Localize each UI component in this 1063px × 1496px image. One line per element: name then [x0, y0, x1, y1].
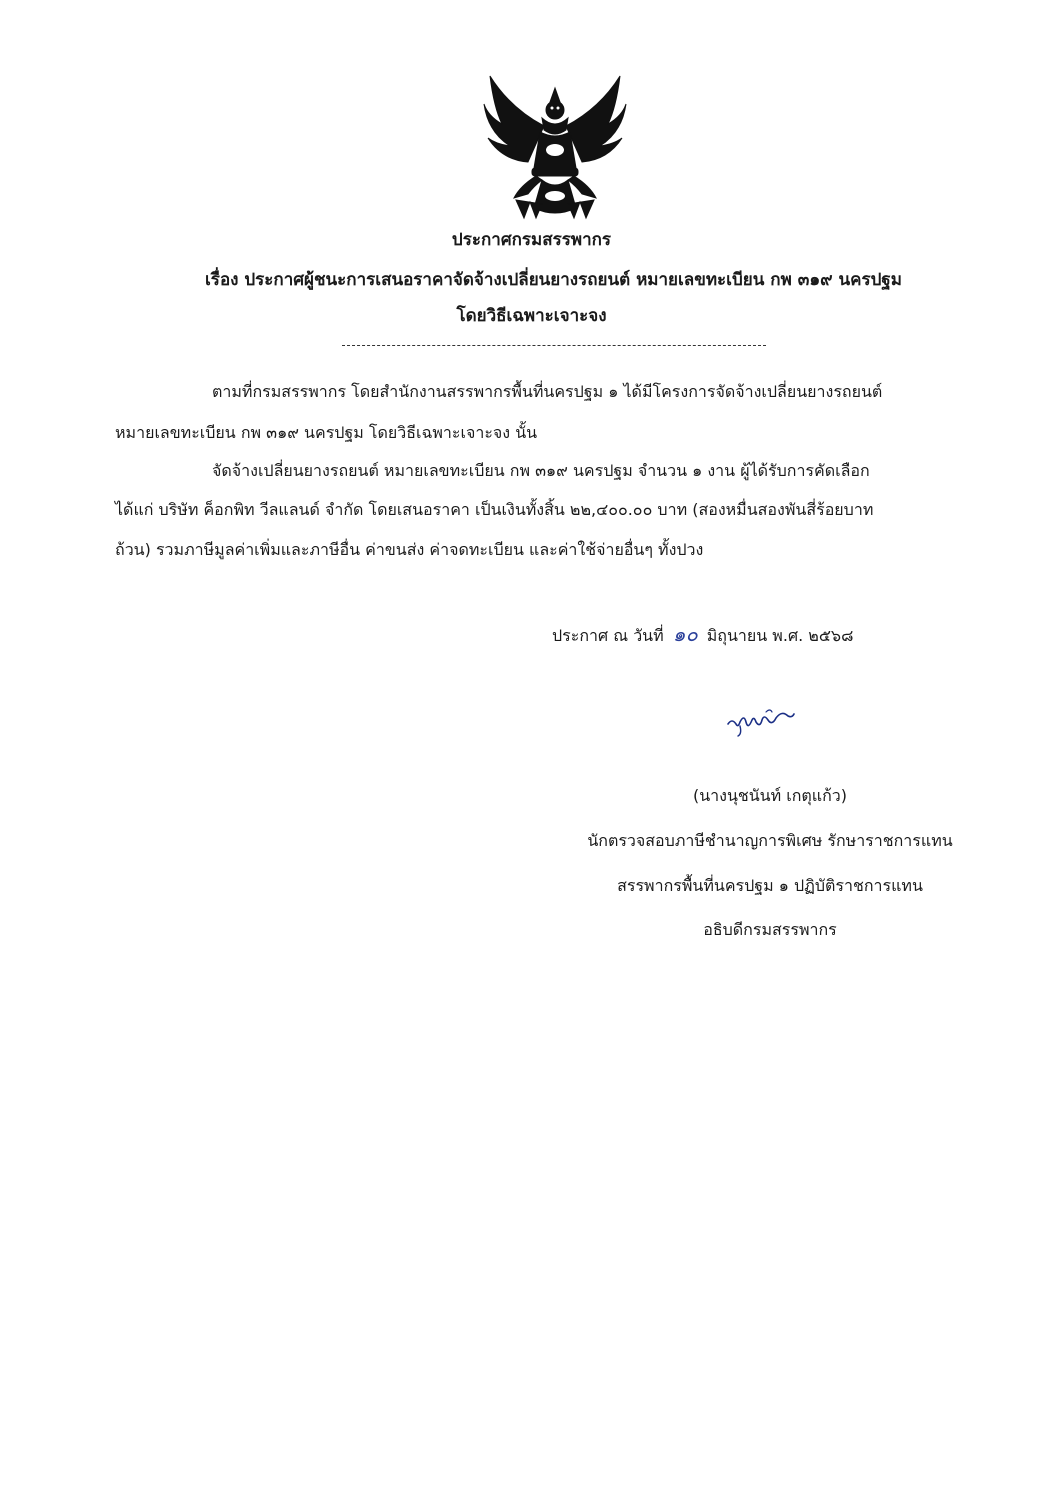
signatory-position-line-3: อธิบดีกรมสรรพากร	[703, 920, 837, 939]
document-subject: เรื่อง ประกาศผู้ชนะการเสนอราคาจัดจ้างเปลี่ยนยางรถยนต์ หมายเลขทะเบียน กพ ๓๑๙ นครปฐม	[205, 270, 902, 290]
handwritten-signature-icon	[726, 706, 796, 738]
body-paragraph-1-line-1: ตามที่กรมสรรพากร โดยสำนักงานสรรพากรพื้นที่นครปฐม ๑ ได้มีโครงการจัดจ้างเปลี่ยนยางรถยนต์	[212, 382, 883, 401]
signatory-position-line-1: นักตรวจสอบภาษีชำนาญการพิเศษ รักษาราชการแทน	[587, 831, 953, 850]
body-paragraph-2-line-1: จัดจ้างเปลี่ยนยางรถยนต์ หมายเลขทะเบียน กพ ๓๑๙ นครปฐม จำนวน ๑ งาน ผู้ได้รับการคัดเลือก	[212, 461, 870, 480]
document-title: ประกาศกรมสรรพากร	[451, 230, 612, 250]
body-paragraph-2-line-2: ได้แก่ บริษัท ค็อกพิท วีลแลนด์ จำกัด โดยเสนอราคา เป็นเงินทั้งสิ้น ๒๒,๔๐๐.๐๐ บาท (สองหมื่นสองพันสี่ร้อยบาท	[115, 500, 874, 519]
announcement-date	[552, 618, 853, 650]
signatory-position-line-2: สรรพากรพื้นที่นครปฐม ๑ ปฏิบัติราชการแทน	[617, 876, 923, 895]
signatory-name: (นางนุชนันท์ เกตุแก้ว)	[692, 786, 848, 805]
procurement-method: โดยวิธีเฉพาะเจาะจง	[456, 306, 607, 326]
date-suffix: มิถุนายน พ.ศ. ๒๕๖๘	[706, 626, 854, 645]
body-paragraph-2-line-3: ถ้วน) รวมภาษีมูลค่าเพิ่มและภาษีอื่น ค่าขนส่ง ค่าจดทะเบียน และค่าใช้จ่ายอื่นๆ ทั้งปวง	[115, 540, 704, 559]
date-day-handwritten: ๑๐	[672, 622, 698, 646]
header-divider	[342, 345, 766, 346]
body-paragraph-1-line-2: หมายเลขทะเบียน กพ ๓๑๙ นครปฐม โดยวิธีเฉพาะเจาะจง นั้น	[115, 423, 538, 442]
date-prefix: ประกาศ ณ วันที่	[552, 626, 664, 645]
garuda-emblem-icon	[480, 68, 630, 222]
